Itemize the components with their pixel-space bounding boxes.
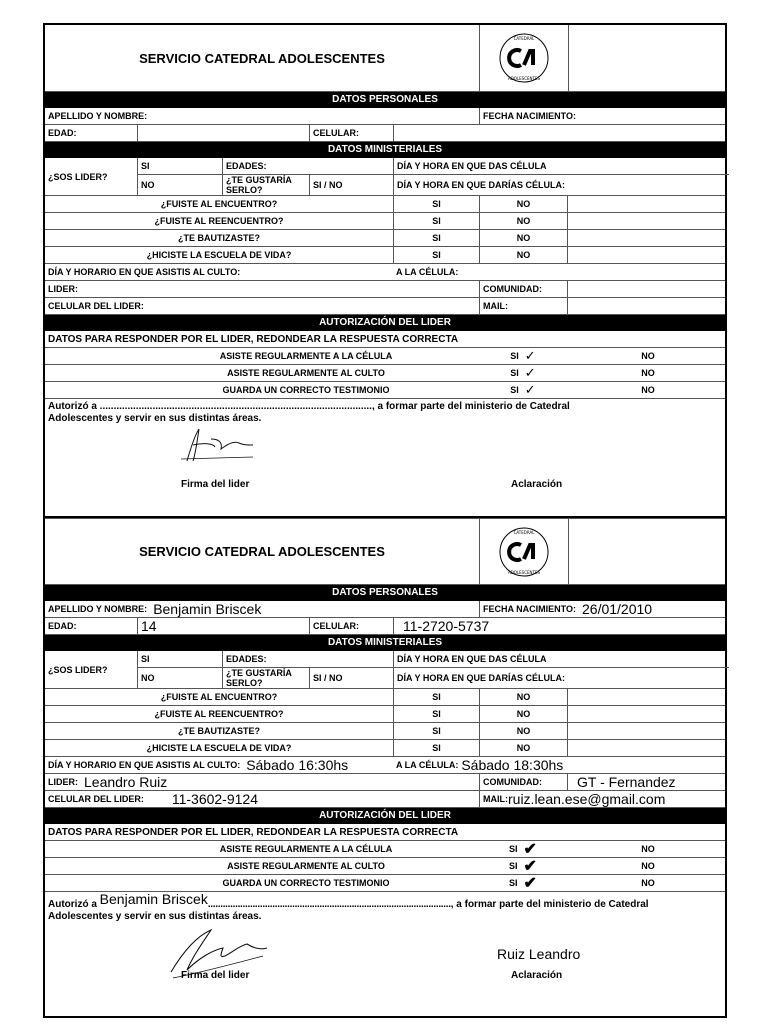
comunidad-value: GT - Fernandez: [577, 774, 676, 790]
check-mark: ✔: [523, 858, 537, 874]
firma-label: Firma del lider: [181, 479, 250, 490]
no-label: NO: [479, 213, 567, 229]
si-label: SI: [393, 723, 479, 739]
asiste-culto-label: ASISTE REGULARMENTE AL CULTO: [227, 861, 385, 871]
form-filled: [43, 518, 727, 1018]
datos-responder-label: DATOS PARA RESPONDER POR EL LIDER, REDONDEAR LA RESPUESTA CORRECTA: [48, 826, 459, 838]
dia-darias-label: DÍA Y HORA EN QUE DARÍAS CÉLULA:: [393, 175, 729, 195]
svg-text:ADOLESCENTES: ADOLESCENTES: [507, 569, 541, 575]
edad-value: 14: [141, 618, 157, 634]
no-label: NO: [641, 861, 655, 871]
si-label: SI: [393, 196, 479, 212]
si-no-label: SI / NO: [309, 175, 393, 195]
si-label: SI: [510, 351, 519, 361]
apellido-label: APELLIDO Y NOMBRE:: [48, 111, 148, 121]
no-label: NO: [641, 385, 655, 395]
si-label: SI: [393, 213, 479, 229]
bautizaste-label: ¿TE BAUTIZASTE?: [178, 233, 260, 243]
escuela-label: ¿HICISTE LA ESCUELA DE VIDA?: [146, 250, 292, 260]
si-label: SI: [393, 230, 479, 246]
celular-lider-label: CELULAR DEL LIDER:: [48, 794, 144, 804]
check-mark: ✓: [524, 348, 536, 363]
reencuentro-label: ¿FUISTE AL REENCUENTRO?: [154, 216, 284, 226]
testimonio-label: GUARDA UN CORRECTO TESTIMONIO: [222, 385, 390, 395]
si-label: SI: [510, 385, 519, 395]
fecha-value: 26/01/2010: [582, 601, 653, 617]
form-header: [45, 25, 725, 92]
celular-lider-label: CELULAR DEL LIDER:: [48, 301, 144, 311]
section-autorizacion: AUTORIZACIÓN DEL LIDER: [45, 808, 725, 824]
fecha-label: FECHA NACIMIENTO:: [483, 604, 576, 614]
comunidad-label: COMUNIDAD:: [479, 774, 567, 790]
te-gustaria-label: ¿TE GUSTARÍA SERLO?: [222, 175, 309, 195]
no-label: NO: [641, 844, 655, 854]
section-datos-personales: DATOS PERSONALES: [45, 585, 725, 601]
section-datos-personales: DATOS PERSONALES: [45, 92, 725, 108]
dia-darias-label: DÍA Y HORA EN QUE DARÍAS CÉLULA:: [393, 668, 729, 688]
no-label: NO: [641, 368, 655, 378]
signature-area: [45, 892, 725, 984]
svg-text:CATEDRAL: CATEDRAL: [513, 529, 535, 535]
aclaracion-label: Aclaración: [511, 479, 563, 490]
signature-area: [45, 399, 725, 493]
check-mark: ✔: [523, 875, 537, 891]
encuentro-label: ¿FUISTE AL ENCUENTRO?: [160, 199, 278, 209]
a-la-celula-label: A LA CÉLULA:: [396, 267, 459, 277]
sos-lider-label: ¿SOS LIDER?: [48, 664, 108, 675]
no-label: NO: [479, 706, 567, 722]
aclaracion-value: Ruiz Leandro: [497, 946, 581, 962]
edades-label: EDADES:: [222, 158, 393, 175]
no-label: NO: [479, 196, 567, 212]
edades-label: EDADES:: [222, 651, 393, 668]
no-label: NO: [137, 668, 222, 688]
catedral-logo: [479, 25, 569, 91]
datos-responder-label: DATOS PARA RESPONDER POR EL LIDER, REDONDEAR LA RESPUESTA CORRECTA: [48, 333, 459, 345]
form-header: [45, 518, 725, 585]
check-mark: ✔: [523, 841, 537, 857]
no-label: NO: [479, 740, 567, 756]
reencuentro-label: ¿FUISTE AL REENCUENTRO?: [154, 709, 284, 719]
apellido-value: Benjamin Briscek: [153, 601, 262, 617]
comunidad-label: COMUNIDAD:: [479, 281, 567, 297]
lider-label: LIDER:: [48, 284, 78, 294]
celular-lider-value: 11-3602-9124: [171, 791, 258, 807]
encuentro-label: ¿FUISTE AL ENCUENTRO?: [160, 692, 278, 702]
no-label: NO: [479, 723, 567, 739]
no-label: NO: [479, 230, 567, 246]
aclaracion-label: Aclaración: [511, 970, 563, 981]
asiste-culto-label: ASISTE REGULARMENTE AL CULTO: [227, 368, 385, 378]
bautizaste-label: ¿TE BAUTIZASTE?: [178, 726, 260, 736]
horario-culto-label: DÍA Y HORARIO EN QUE ASISTIS AL CULTO:: [48, 760, 241, 770]
culto-value: Sábado 16:30hs: [246, 757, 349, 773]
si-label: SI: [393, 740, 479, 756]
check-mark: ✓: [524, 382, 536, 397]
autorizo-text: Autorizó a .................................................................................................., a formar parte del ministerio de Catedral Adolescentes y servir en sus distintas áreas.: [48, 401, 570, 424]
section-autorizacion: AUTORIZACIÓN DEL LIDER: [45, 315, 725, 331]
lider-label: LIDER:: [48, 777, 78, 787]
asiste-celula-label: ASISTE REGULARMENTE A LA CÉLULA: [219, 844, 393, 854]
firma-label: Firma del lider: [181, 970, 250, 981]
edad-label: EDAD:: [48, 128, 77, 138]
horario-culto-label: DÍA Y HORARIO EN QUE ASISTIS AL CULTO:: [48, 267, 241, 277]
form-title: SERVICIO CATEDRAL ADOLESCENTES: [139, 544, 385, 559]
si-label: SI: [509, 861, 518, 871]
signature-icon: [173, 425, 263, 465]
check-mark: ✓: [524, 365, 536, 380]
sos-lider-label: ¿SOS LIDER?: [48, 171, 108, 182]
si-label: SI: [137, 158, 222, 175]
no-label: NO: [479, 689, 567, 705]
si-no-label: SI / NO: [309, 668, 393, 688]
testimonio-label: GUARDA UN CORRECTO TESTIMONIO: [222, 878, 390, 888]
celular-label: CELULAR:: [309, 618, 393, 634]
asiste-celula-label: ASISTE REGULARMENTE A LA CÉLULA: [219, 351, 393, 361]
autorizo-nombre-value: Benjamin Briscek: [99, 891, 208, 907]
edad-label: EDAD:: [48, 621, 77, 631]
form-blank: [43, 23, 727, 518]
no-label: NO: [479, 247, 567, 263]
form-title: SERVICIO CATEDRAL ADOLESCENTES: [139, 50, 385, 66]
mail-value: ruiz.lean.ese@gmail.com: [508, 791, 666, 807]
te-gustaria-label: ¿TE GUSTARÍA SERLO?: [222, 668, 309, 688]
dia-das-label: DÍA Y HORA EN QUE DAS CÉLULA: [393, 158, 729, 175]
section-datos-ministeriales: DATOS MINISTERIALES: [45, 142, 725, 158]
fecha-label: FECHA NACIMIENTO:: [479, 108, 729, 124]
no-label: NO: [641, 878, 655, 888]
no-label: NO: [137, 175, 222, 195]
lider-value: Leandro Ruiz: [84, 774, 168, 790]
dia-das-label: DÍA Y HORA EN QUE DAS CÉLULA: [393, 651, 729, 668]
si-label: SI: [393, 706, 479, 722]
mail-label: MAIL:: [479, 298, 567, 314]
si-label: SI: [393, 247, 479, 263]
catedral-logo: [479, 519, 569, 584]
si-label: SI: [137, 651, 222, 668]
autorizo-text: Autorizó a Benjamin Briscek.................................................................................................., a formar parte del ministerio de Catedral Adolescentes y servir en sus distintas áreas.: [48, 891, 649, 922]
svg-text:CATEDRAL: CATEDRAL: [513, 36, 535, 41]
escuela-label: ¿HICISTE LA ESCUELA DE VIDA?: [146, 743, 292, 753]
si-label: SI: [510, 368, 519, 378]
section-datos-ministeriales: DATOS MINISTERIALES: [45, 635, 725, 651]
si-label: SI: [393, 689, 479, 705]
celular-label: CELULAR:: [309, 125, 393, 141]
si-label: SI: [509, 844, 518, 854]
a-la-celula-label: A LA CÉLULA:: [396, 760, 459, 770]
si-label: SI: [509, 878, 518, 888]
svg-text:ADOLESCENTES: ADOLESCENTES: [507, 76, 541, 81]
celula-value: Sábado 18:30hs: [461, 757, 564, 773]
celular-value: 11-2720-5737: [403, 618, 490, 634]
mail-label: MAIL:: [483, 794, 508, 804]
no-label: NO: [641, 351, 655, 361]
apellido-label: APELLIDO Y NOMBRE:: [48, 604, 148, 614]
